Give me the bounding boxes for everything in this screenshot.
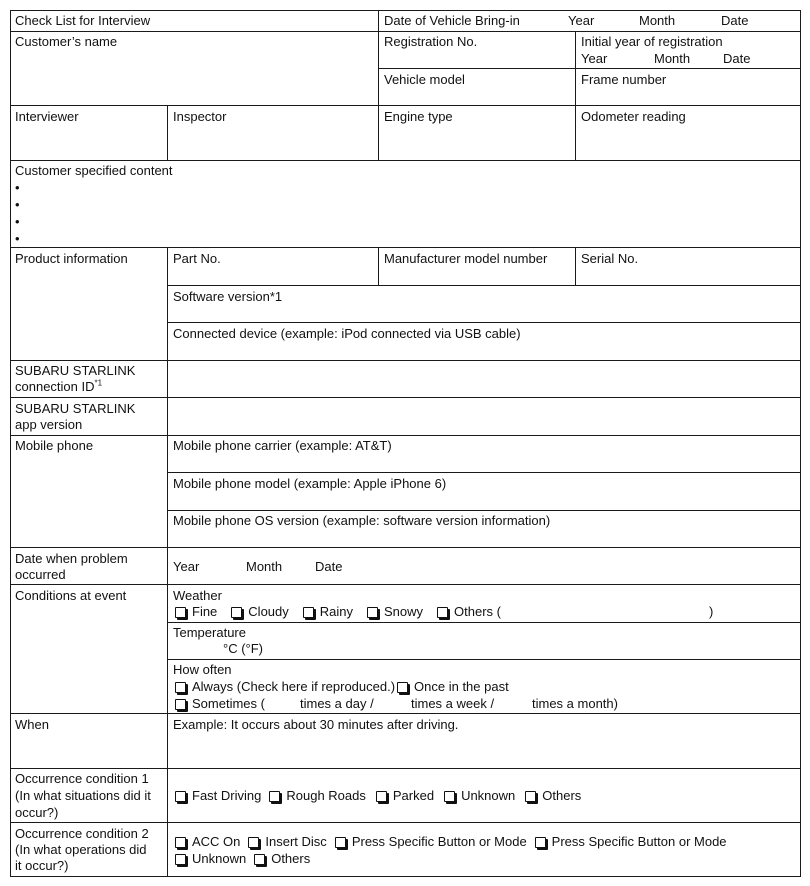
option-label: ACC On	[192, 834, 241, 849]
initial-registration-label: Initial year of registration	[581, 34, 723, 49]
occurrence2-label-line2: (In what operations did	[15, 842, 147, 857]
software-version-label: Software version*1	[173, 289, 283, 304]
starlink-app-label-line1: SUBARU STARLINK	[15, 401, 136, 416]
customer-specified-label: Customer specified content	[15, 163, 173, 178]
starlink-id-field[interactable]	[167, 360, 801, 398]
initial-date-label: Date	[723, 51, 751, 66]
option-label: Press Specific Button or Mode	[351, 834, 527, 849]
product-info-label: Product information	[15, 251, 128, 266]
option-once[interactable]	[397, 679, 509, 695]
interviewer-label: Interviewer	[15, 109, 79, 124]
bringin-date-label: Date of Vehicle Bring-in	[384, 13, 520, 28]
checkbox[interactable]	[175, 682, 186, 693]
registration-no-label: Registration No.	[384, 34, 478, 49]
weather-option-cloudy[interactable]	[231, 604, 288, 620]
customer-name-label: Customer’s name	[15, 34, 118, 49]
checkbox[interactable]	[437, 607, 448, 618]
checkbox[interactable]	[376, 791, 387, 802]
option-label: Others (	[454, 604, 502, 619]
checkbox[interactable]	[175, 699, 186, 710]
occurrence1-label-line3: occur?)	[15, 805, 59, 820]
option-fast-driving[interactable]	[175, 788, 261, 804]
temperature-unit: °C (°F)	[223, 641, 263, 656]
checkbox[interactable]	[525, 791, 536, 802]
checkbox[interactable]	[175, 791, 186, 802]
option-sometimes[interactable]	[175, 696, 265, 712]
checkbox[interactable]	[231, 607, 242, 618]
option-label: Cloudy	[248, 604, 289, 619]
model-number-label: Manufacturer model number	[384, 251, 548, 266]
problem-date-day-label: Date	[315, 559, 343, 574]
starlink-id-label-line2: connection ID$^{*1}$	[15, 378, 103, 394]
checkbox[interactable]	[444, 791, 455, 802]
how-often-label: How often	[173, 662, 232, 677]
weather-label: Weather	[173, 588, 222, 603]
option-unknown[interactable]	[444, 788, 515, 804]
weather-options	[175, 604, 515, 620]
option-parked[interactable]	[376, 788, 434, 804]
option-label: Others	[542, 788, 582, 803]
option-label: Sometimes (	[192, 696, 265, 711]
when-example: Example: It occurs about 30 minutes after driving.	[173, 717, 459, 732]
bringin-year-label: Year	[568, 13, 595, 28]
occurrence1-options	[175, 788, 595, 804]
problem-date-label-line2: occurred	[15, 567, 66, 582]
footnote-mark: *1	[94, 378, 103, 388]
bullet-item: •	[15, 180, 20, 195]
occurrence1-label-line1: Occurrence condition 1	[15, 771, 149, 786]
starlink-app-field[interactable]	[167, 397, 801, 436]
option-rough-roads[interactable]	[269, 788, 366, 804]
option-label: Others	[271, 851, 311, 866]
engine-type-label: Engine type	[384, 109, 453, 124]
checkbox[interactable]	[303, 607, 314, 618]
option-unknown[interactable]	[175, 851, 246, 867]
how-often-row1	[175, 679, 523, 695]
mobile-os-label: Mobile phone OS version (example: software version information)	[173, 513, 551, 528]
option-label: Rainy	[319, 604, 354, 619]
frame-number-label: Frame number	[581, 72, 667, 87]
inspector-label: Inspector	[173, 109, 227, 124]
bringin-date-day-label: Date	[721, 13, 749, 28]
temperature-label: Temperature	[173, 625, 246, 640]
option-label: Insert Disc	[265, 834, 327, 849]
occurrence2-options-row2	[175, 851, 324, 867]
times-a-month-label: times a month)	[532, 696, 618, 711]
checkbox[interactable]	[254, 854, 265, 865]
checkbox[interactable]	[175, 837, 186, 848]
vehicle-model-label: Vehicle model	[384, 72, 465, 87]
mobile-phone-label: Mobile phone	[15, 438, 94, 453]
option-label: Always (Check here if reproduced.)	[192, 679, 396, 694]
problem-month-label: Month	[246, 559, 283, 574]
form-title: Check List for Interview	[15, 13, 151, 28]
weather-option-fine[interactable]	[175, 604, 217, 620]
odometer-label: Odometer reading	[581, 109, 686, 124]
weather-option-rainy[interactable]	[303, 604, 353, 620]
starlink-id-label-line1: SUBARU STARLINK	[15, 363, 136, 378]
option-press-button-1[interactable]	[335, 834, 527, 850]
checkbox[interactable]	[335, 837, 346, 848]
option-label: Once in the past	[414, 679, 509, 694]
option-label: Unknown	[192, 851, 247, 866]
option-always[interactable]	[175, 679, 395, 695]
times-a-day-label: times a day /	[300, 696, 374, 711]
option-label: Unknown	[461, 788, 516, 803]
checkbox[interactable]	[397, 682, 408, 693]
weather-option-others[interactable]	[437, 604, 501, 620]
option-label: Fast Driving	[192, 788, 262, 803]
initial-year-label: Year	[581, 51, 608, 66]
how-often-row2	[175, 696, 279, 712]
initial-month-label: Month	[654, 51, 691, 66]
option-label: Press Specific Button or Mode	[551, 834, 727, 849]
checkbox[interactable]	[269, 791, 280, 802]
when-label: When	[15, 717, 49, 732]
checkbox[interactable]	[248, 837, 259, 848]
times-a-week-label: times a week /	[411, 696, 495, 711]
bullet-item: •	[15, 231, 20, 246]
occurrence2-options-row1	[175, 834, 727, 850]
checkbox[interactable]	[175, 854, 186, 865]
serial-no-label: Serial No.	[581, 251, 639, 266]
checkbox[interactable]	[535, 837, 546, 848]
conditions-label: Conditions at event	[15, 588, 127, 603]
option-label: Snowy	[384, 604, 424, 619]
checkbox[interactable]	[175, 607, 186, 618]
bringin-month-label: Month	[639, 13, 676, 28]
option-label: Rough Roads	[286, 788, 366, 803]
occurrence2-label-line1: Occurrence condition 2	[15, 826, 149, 841]
problem-year-label: Year	[173, 559, 200, 574]
occurrence2-label-line3: it occur?)	[15, 858, 69, 873]
option-others[interactable]	[254, 851, 310, 867]
occurrence1-label-line2: (In what situations did it	[15, 788, 151, 803]
option-label: Fine	[192, 604, 218, 619]
checkbox[interactable]	[367, 607, 378, 618]
option-press-button-2[interactable]	[535, 834, 727, 850]
bullet-item: •	[15, 197, 20, 212]
connected-device-label: Connected device (example: iPod connected via USB cable)	[173, 326, 521, 341]
starlink-app-label-line2: app version	[15, 417, 83, 432]
option-others[interactable]	[525, 788, 581, 804]
option-label: Parked	[392, 788, 435, 803]
part-no-label: Part No.	[173, 251, 221, 266]
option-acc-on[interactable]	[175, 834, 240, 850]
weather-option-snowy[interactable]	[367, 604, 423, 620]
option-insert-disc[interactable]	[248, 834, 326, 850]
mobile-model-label: Mobile phone model (example: Apple iPhone 6)	[173, 476, 447, 491]
problem-date-label-line1: Date when problem	[15, 551, 128, 566]
bullet-item: •	[15, 214, 20, 229]
weather-others-close: )	[709, 604, 714, 619]
mobile-carrier-label: Mobile phone carrier (example: AT&T)	[173, 438, 392, 453]
